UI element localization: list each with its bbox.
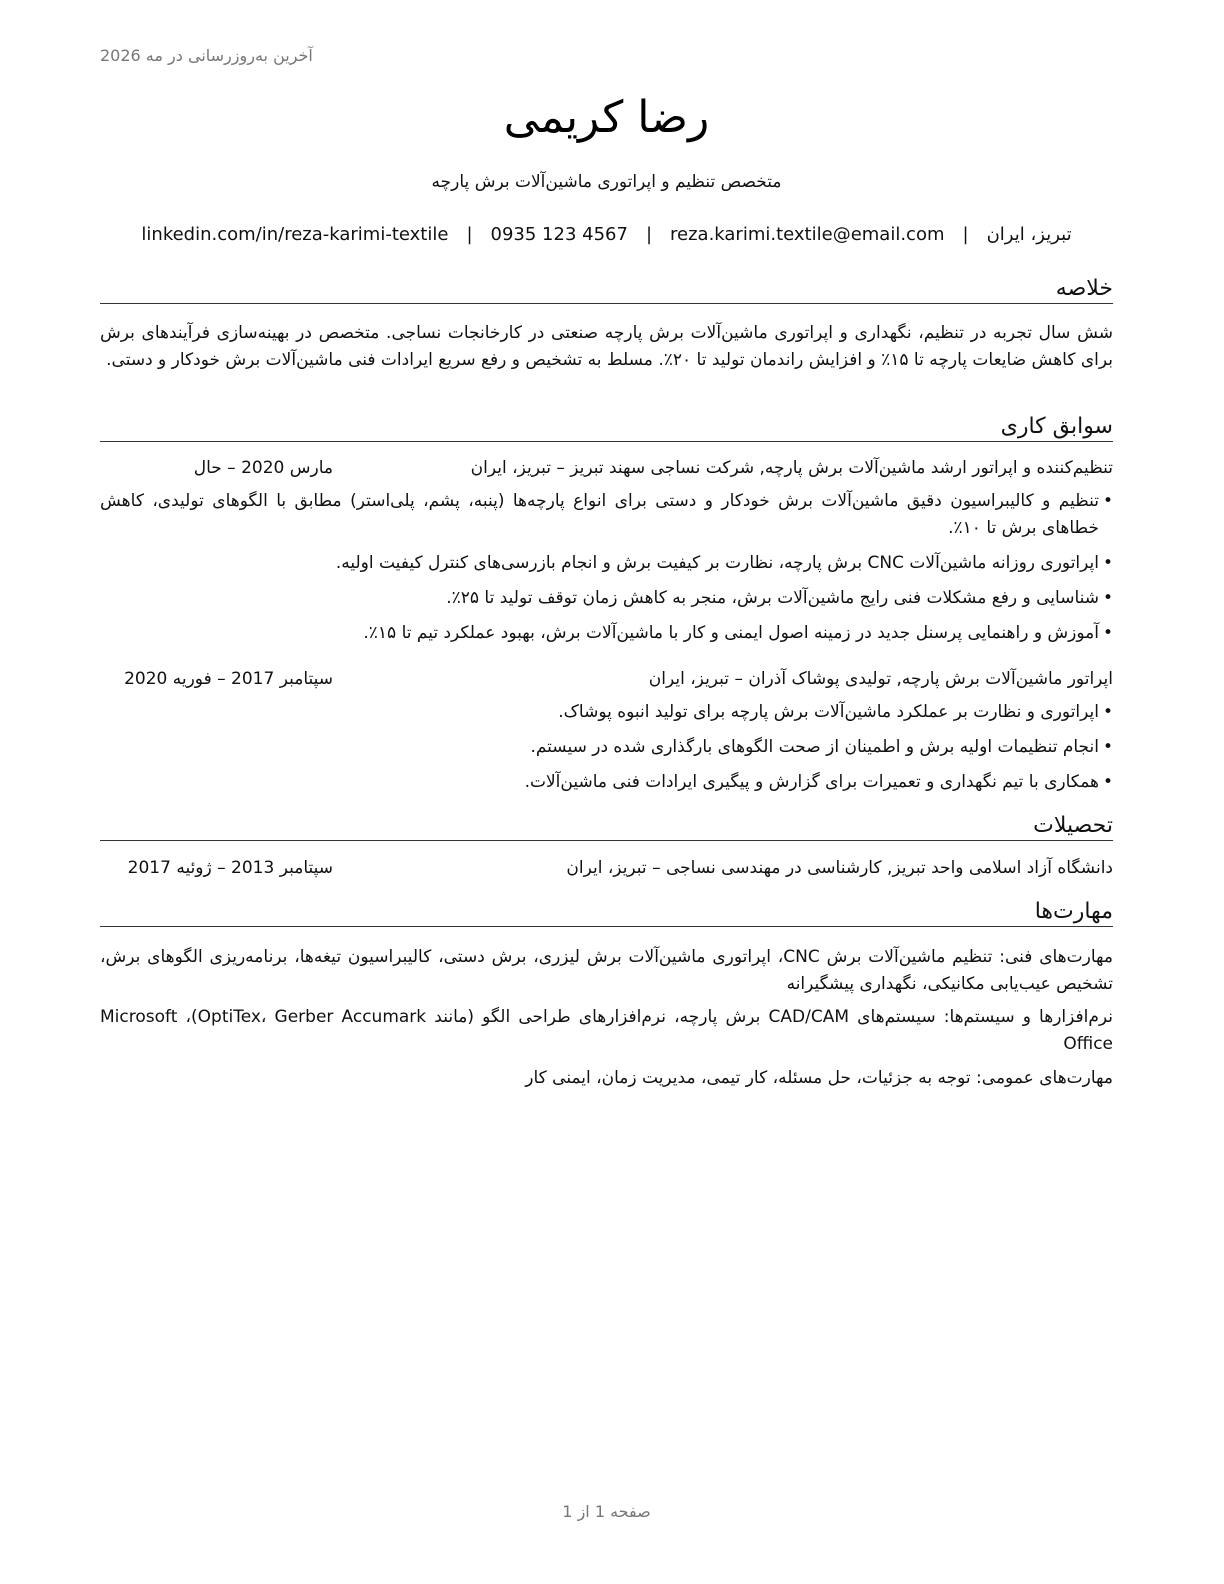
list-item: • شناسایی و رفع مشکلات فنی رایج ماشین‌آلات برش، منجر به کاهش زمان توقف تولید تا ۲۵٪.	[100, 585, 1113, 612]
list-item: • آموزش و راهنمایی پرسنل جدید در زمینه اصول ایمنی و کار با ماشین‌آلات برش، بهبود عملکرد تیم تا ۱۵٪.	[100, 620, 1113, 647]
section-title-skills: مهارت‌ها	[100, 899, 1113, 927]
candidate-name: رضا کریمی	[503, 92, 710, 143]
section-title-summary: خلاصه	[100, 276, 1113, 304]
job-bullets	[100, 488, 1113, 655]
job-header	[100, 669, 1113, 695]
skill-software: نرم‌افزارها و سیستم‌ها: سیستم‌های CAD/CAM برش پارچه، نرم‌افزارهای طراحی الگو (مانند OptiTex، Gerber Accumark)، Microsoft Office	[100, 1007, 1113, 1054]
job-date: مارس 2020 – حال	[193, 458, 333, 478]
contact-phone[interactable]: 0935 123 4567	[490, 224, 628, 245]
education-date: سپتامبر 2013 – ژوئیه 2017	[127, 858, 333, 878]
contact-separator: |	[962, 224, 969, 245]
contact-line	[100, 224, 1113, 245]
contact-separator: |	[466, 224, 473, 245]
last-updated: آخرین به‌روزرسانی در مه 2026	[100, 46, 313, 65]
skill-general: مهارت‌های عمومی: توجه به جزئیات، حل مسئله، کار تیمی، مدیریت زمان، ایمنی کار	[525, 1068, 1113, 1088]
list-item: • اپراتوری و نظارت بر عملکرد ماشین‌آلات برش پارچه برای تولید انبوه پوشاک.	[100, 699, 1113, 726]
job-title: تنظیم‌کننده و اپراتور ارشد ماشین‌آلات برش پارچه, شرکت نساجی سهند تبریز – تبریز، ایران	[470, 458, 1113, 478]
list-item: • همکاری با تیم نگهداری و تعمیرات برای گزارش و پیگیری ایرادات فنی ماشین‌آلات.	[100, 769, 1113, 796]
contact-separator: |	[645, 224, 653, 245]
section-title-experience: سوابق کاری	[100, 414, 1113, 442]
resume-page	[100, 0, 1113, 1584]
job-title: اپراتور ماشین‌آلات برش پارچه, تولیدی پوشاک آذران – تبریز، ایران	[648, 669, 1113, 689]
contact-location: تبریز، ایران	[986, 224, 1072, 245]
job-header	[100, 458, 1113, 484]
list-item: • تنظیم و کالیبراسیون دقیق ماشین‌آلات برش خودکار و دستی برای انواع پارچه‌ها (پنبه، پشم، پلی‌استر) مطابق با الگوهای تولیدی، کاهش خطاهای برش تا ۱۰٪.	[100, 488, 1113, 542]
section-title-education: تحصیلات	[100, 813, 1113, 841]
education-entry	[100, 858, 1113, 884]
contact-linkedin[interactable]: linkedin.com/in/reza-karimi-textile	[141, 224, 449, 245]
page-number: صفحه 1 از 1	[562, 1502, 651, 1521]
headline: متخصص تنظیم و اپراتوری ماشین‌آلات برش پارچه	[431, 172, 782, 192]
job-date: سپتامبر 2017 – فوریه 2020	[124, 669, 333, 689]
job-bullets	[100, 699, 1113, 804]
contact-email[interactable]: reza.karimi.textile@email.com	[670, 224, 945, 245]
list-item: • اپراتوری روزانه ماشین‌آلات CNC برش پارچه، نظارت بر کیفیت برش و انجام بازرسی‌های کنترل کیفیت اولیه.	[100, 550, 1113, 577]
skill-technical: مهارت‌های فنی: تنظیم ماشین‌آلات برش CNC، اپراتوری ماشین‌آلات برش لیزری، برش دستی، کالیبراسیون تیغه‌ها، برنامه‌ریزی الگوهای برش، تشخیص عیب‌یابی مکانیکی، نگهداری پیشگیرانه	[100, 947, 1113, 994]
list-item: • انجام تنظیمات اولیه برش و اطمینان از صحت الگوهای بارگذاری شده در سیستم.	[100, 734, 1113, 761]
summary-text: شش سال تجربه در تنظیم، نگهداری و اپراتوری ماشین‌آلات برش پارچه صنعتی در کارخانجات نساجی. متخصص در بهینه‌سازی فرآیندهای برش برای کاهش ضایعات پارچه تا ۱۵٪ و افزایش راندمان تولید تا ۲۰٪. مسلط به تشخیص و رفع سریع ایرادات فنی ماشین‌آلات برش خودکار و دستی.	[100, 323, 1113, 370]
education-degree: دانشگاه آزاد اسلامی واحد تبریز, کارشناسی در مهندسی نساجی – تبریز، ایران	[566, 858, 1113, 878]
